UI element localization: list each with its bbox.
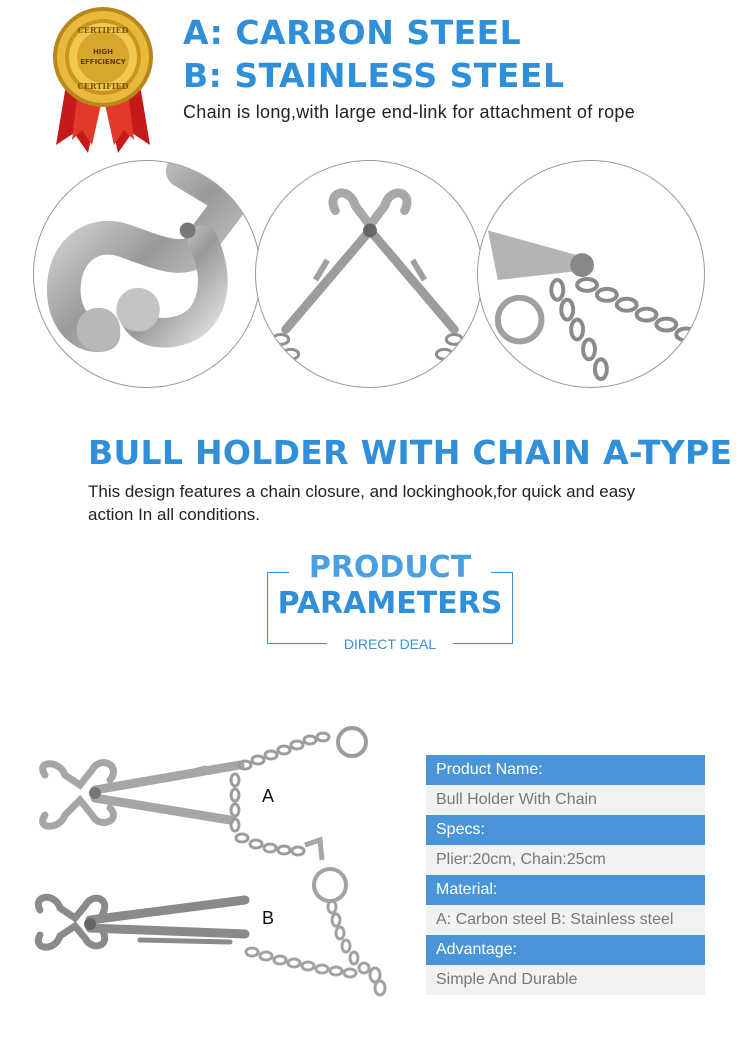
parameters-title-line2: PARAMETERS bbox=[277, 586, 503, 621]
spec-value-material: A: Carbon steel B: Stainless steel bbox=[426, 905, 705, 935]
spec-header-material: Material: bbox=[426, 875, 705, 905]
parameters-subtitle: DIRECT DEAL bbox=[343, 636, 437, 652]
detail-photo-chain bbox=[477, 160, 705, 388]
badge-bottom-text: CERTIFIED bbox=[77, 81, 129, 91]
parameters-title-line1: PRODUCT bbox=[308, 550, 472, 585]
detail-photo-jaw bbox=[33, 160, 261, 388]
product-description: This design features a chain closure, and lockinghook,for quick and easy action In all conditions. bbox=[88, 482, 636, 524]
badge-center-line1: HIGH bbox=[92, 48, 114, 56]
label-a: A bbox=[262, 786, 275, 806]
label-b: B bbox=[262, 908, 275, 928]
spec-header-advantage: Advantage: bbox=[426, 935, 705, 965]
chain-description: Chain is long,with large end-link for attachment of rope bbox=[183, 102, 636, 122]
detail-photo-plier bbox=[255, 160, 483, 388]
badge-center-line2: EFFICIENCY bbox=[80, 58, 126, 66]
title-carbon-steel: A: CARBON STEEL bbox=[183, 13, 522, 52]
spec-header-specs: Specs: bbox=[426, 815, 705, 845]
title-stainless-steel: B: STAINLESS STEEL bbox=[183, 56, 565, 95]
spec-header-product-name: Product Name: bbox=[426, 755, 705, 785]
product-photo bbox=[30, 720, 420, 1020]
product-heading: BULL HOLDER WITH CHAIN A-TYPE bbox=[88, 433, 733, 472]
spec-value-product-name: Bull Holder With Chain bbox=[426, 785, 705, 815]
spec-value-advantage: Simple And Durable bbox=[426, 965, 705, 995]
spec-value-specs: Plier:20cm, Chain:25cm bbox=[426, 845, 705, 875]
badge-top-text: CERTIFIED bbox=[77, 25, 129, 35]
spec-table bbox=[426, 755, 705, 995]
certified-badge bbox=[48, 5, 158, 155]
